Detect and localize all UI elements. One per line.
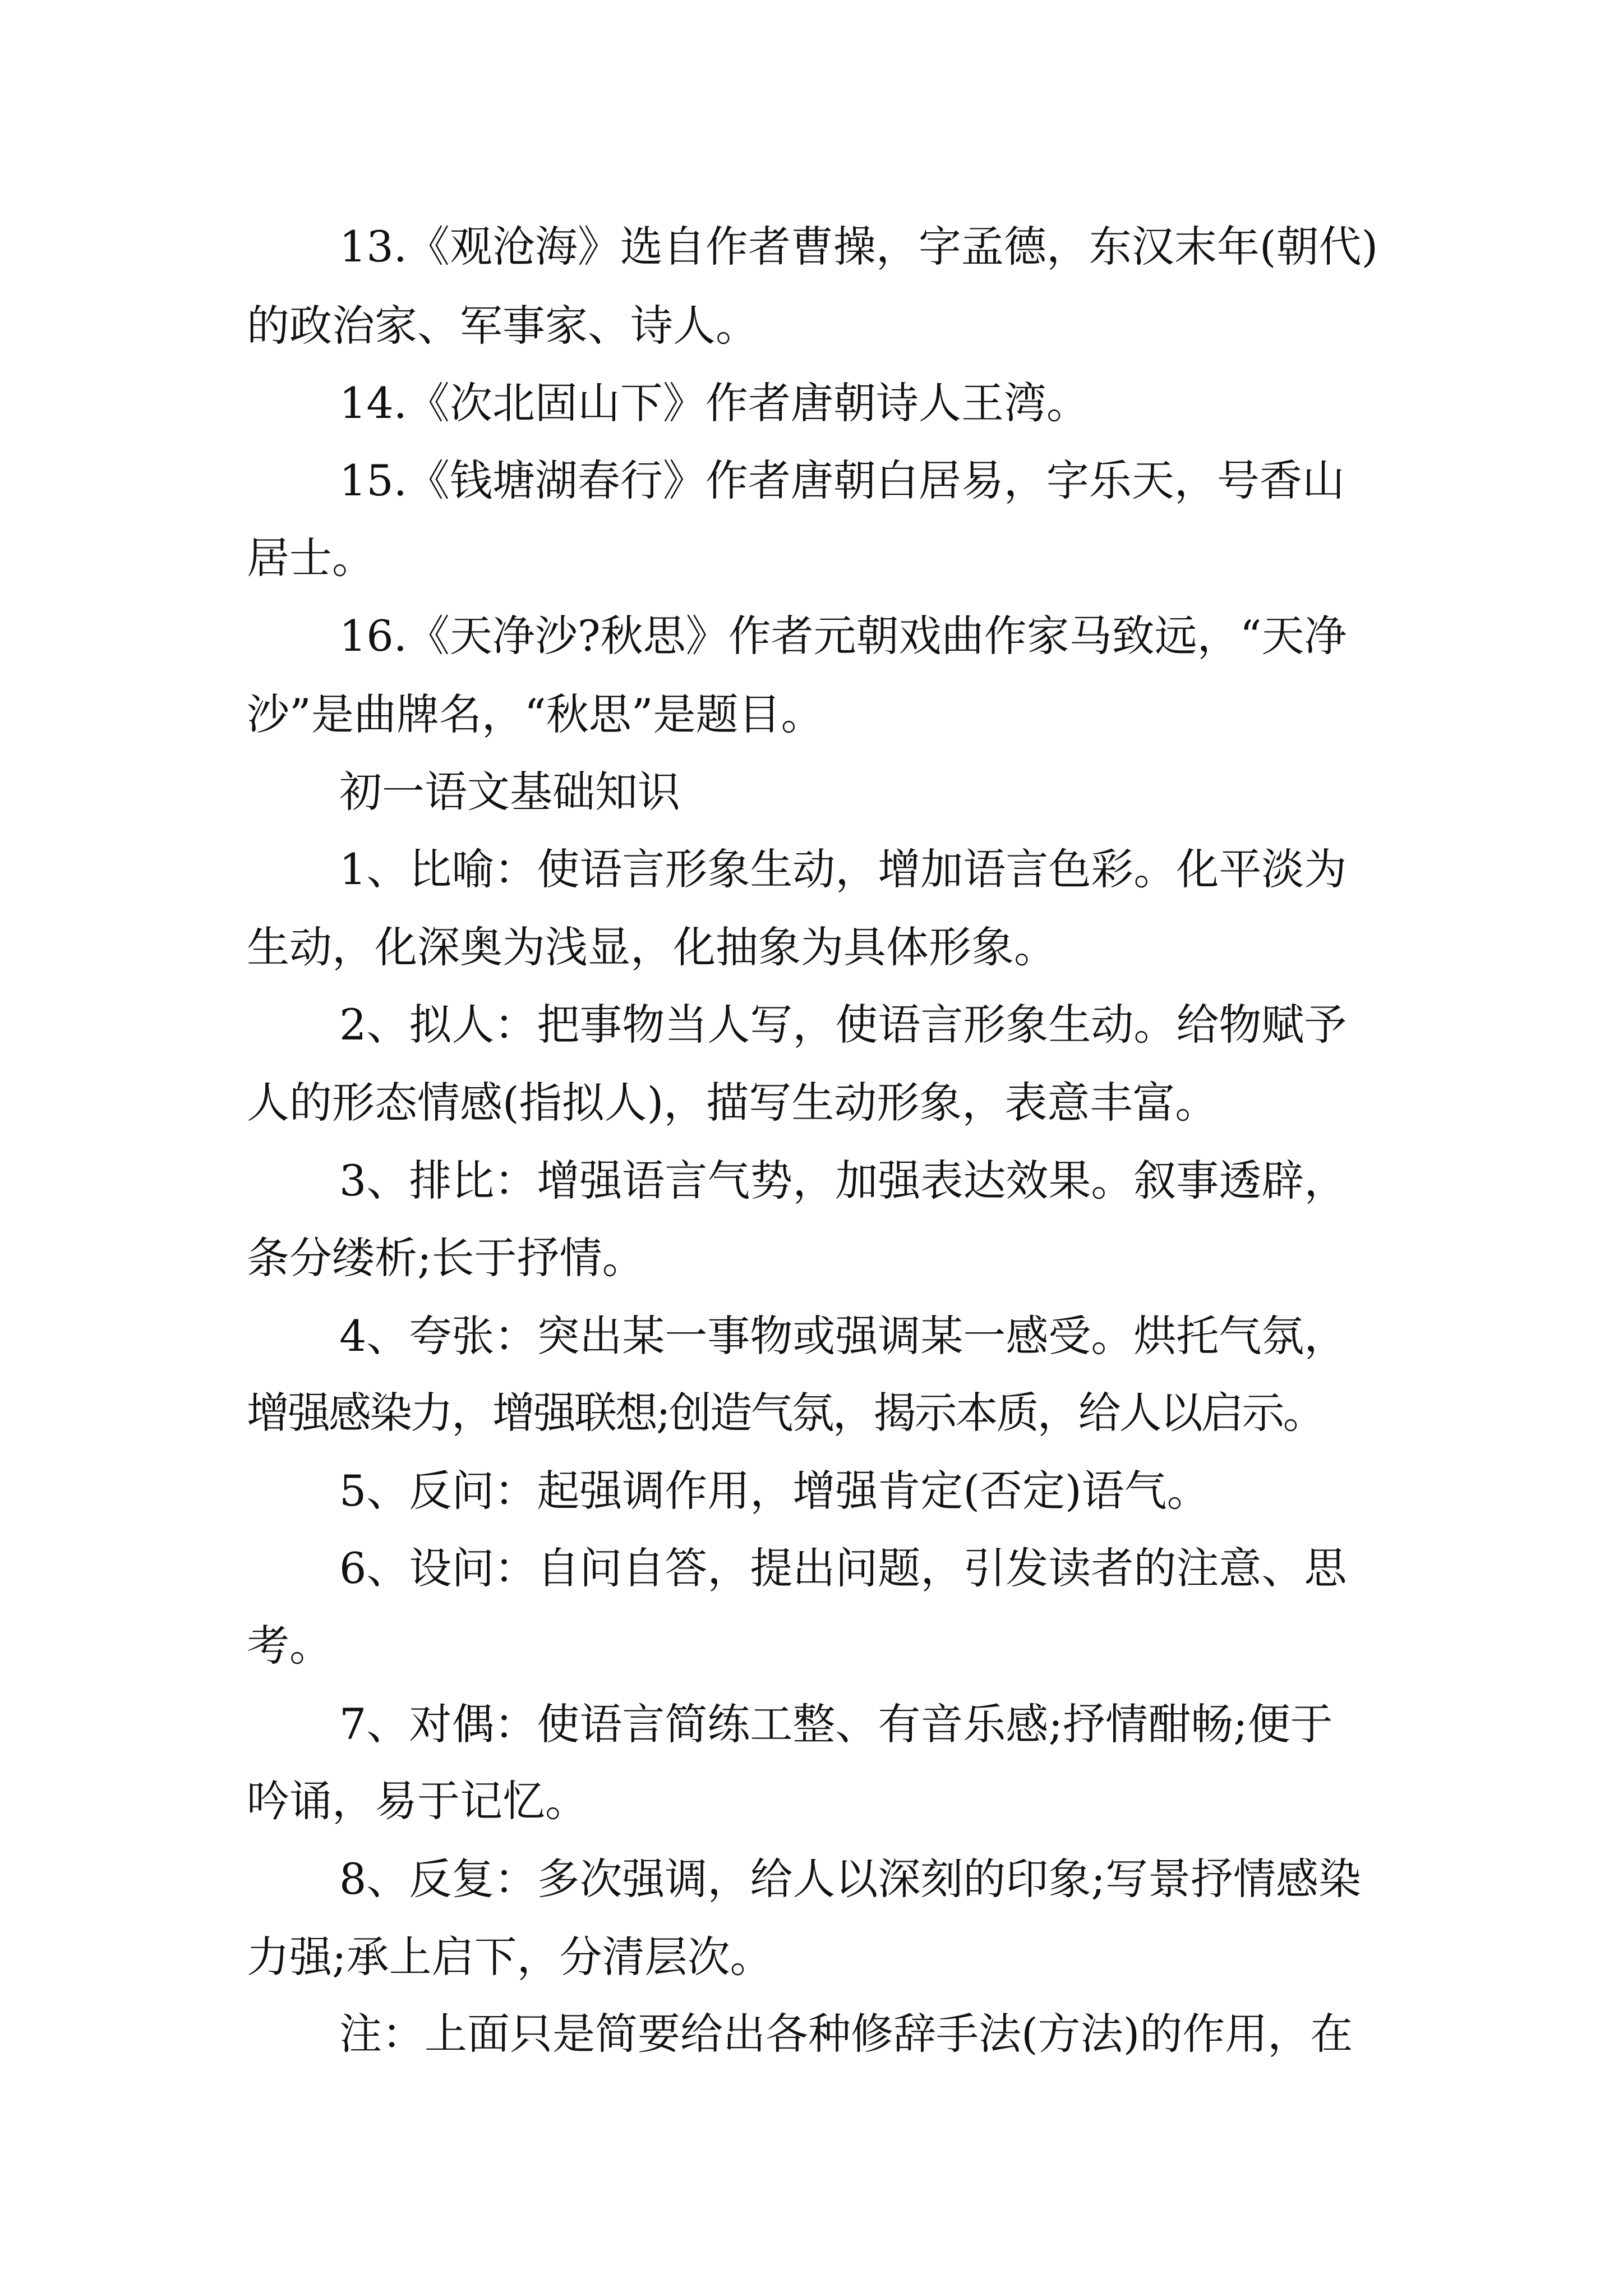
item-5-line-1: 5、反问：起强调作用，增强肯定(否定)语气。 [339, 1466, 1210, 1516]
item-7-line-1: 7、对偶：使语言简练工整、有音乐感;抒情酣畅;便于 [339, 1699, 1333, 1749]
item-6-line-1: 6、设问：自问自答，提出问题，引发读者的注意、思 [339, 1543, 1347, 1593]
para-16-line-1: 16.《天净沙?秋思》作者元朝戏曲作家马致远，“天净 [339, 611, 1347, 661]
item-6-line-2: 考。 [247, 1621, 332, 1671]
item-8-line-1: 8、反复：多次强调，给人以深刻的印象;写景抒情感染 [339, 1854, 1361, 1904]
item-1-line-2: 生动，化深奥为浅显，化抽象为具体形象。 [247, 922, 1057, 972]
item-2-line-1: 2、拟人：把事物当人写，使语言形象生动。给物赋予 [339, 1000, 1347, 1050]
item-1-line-1: 1、比喻：使语言形象生动，增加语言色彩。化平淡为 [339, 844, 1347, 894]
section-heading: 初一语文基础知识 [339, 767, 680, 817]
item-8-line-2: 力强;承上启下，分清层次。 [247, 1932, 773, 1982]
item-4-line-2: 增强感染力，增强联想;创造气氛，揭示本质，给人以启示。 [247, 1388, 1324, 1438]
para-15-line-2: 居士。 [247, 533, 375, 583]
para-15-line-1: 15.《钱塘湖春行》作者唐朝白居易，字乐天，号香山 [339, 455, 1345, 505]
note-line-1: 注：上面只是简要给出各种修辞手法(方法)的作用，在 [339, 2009, 1353, 2059]
item-3-line-1: 3、排比：增强语言气势，加强表达效果。叙事透辟， [339, 1156, 1347, 1205]
para-13-line-1: 13.《观沧海》选自作者曹操，字孟德，东汉末年(朝代) [339, 222, 1378, 272]
item-2-line-2: 人的形态情感(指拟人)，描写生动形象，表意丰富。 [247, 1078, 1218, 1128]
item-3-line-2: 条分缕析;长于抒情。 [247, 1233, 645, 1283]
para-13-line-2: 的政治家、军事家、诗人。 [247, 301, 758, 351]
para-16-line-2: 沙”是曲牌名，“秋思”是题目。 [247, 689, 824, 739]
para-14-line-1: 14.《次北固山下》作者唐朝诗人王湾。 [339, 378, 1089, 428]
item-4-line-1: 4、夸张：突出某一事物或强调某一感受。烘托气氛， [339, 1311, 1347, 1361]
item-7-line-2: 吟诵，易于记忆。 [247, 1776, 588, 1826]
